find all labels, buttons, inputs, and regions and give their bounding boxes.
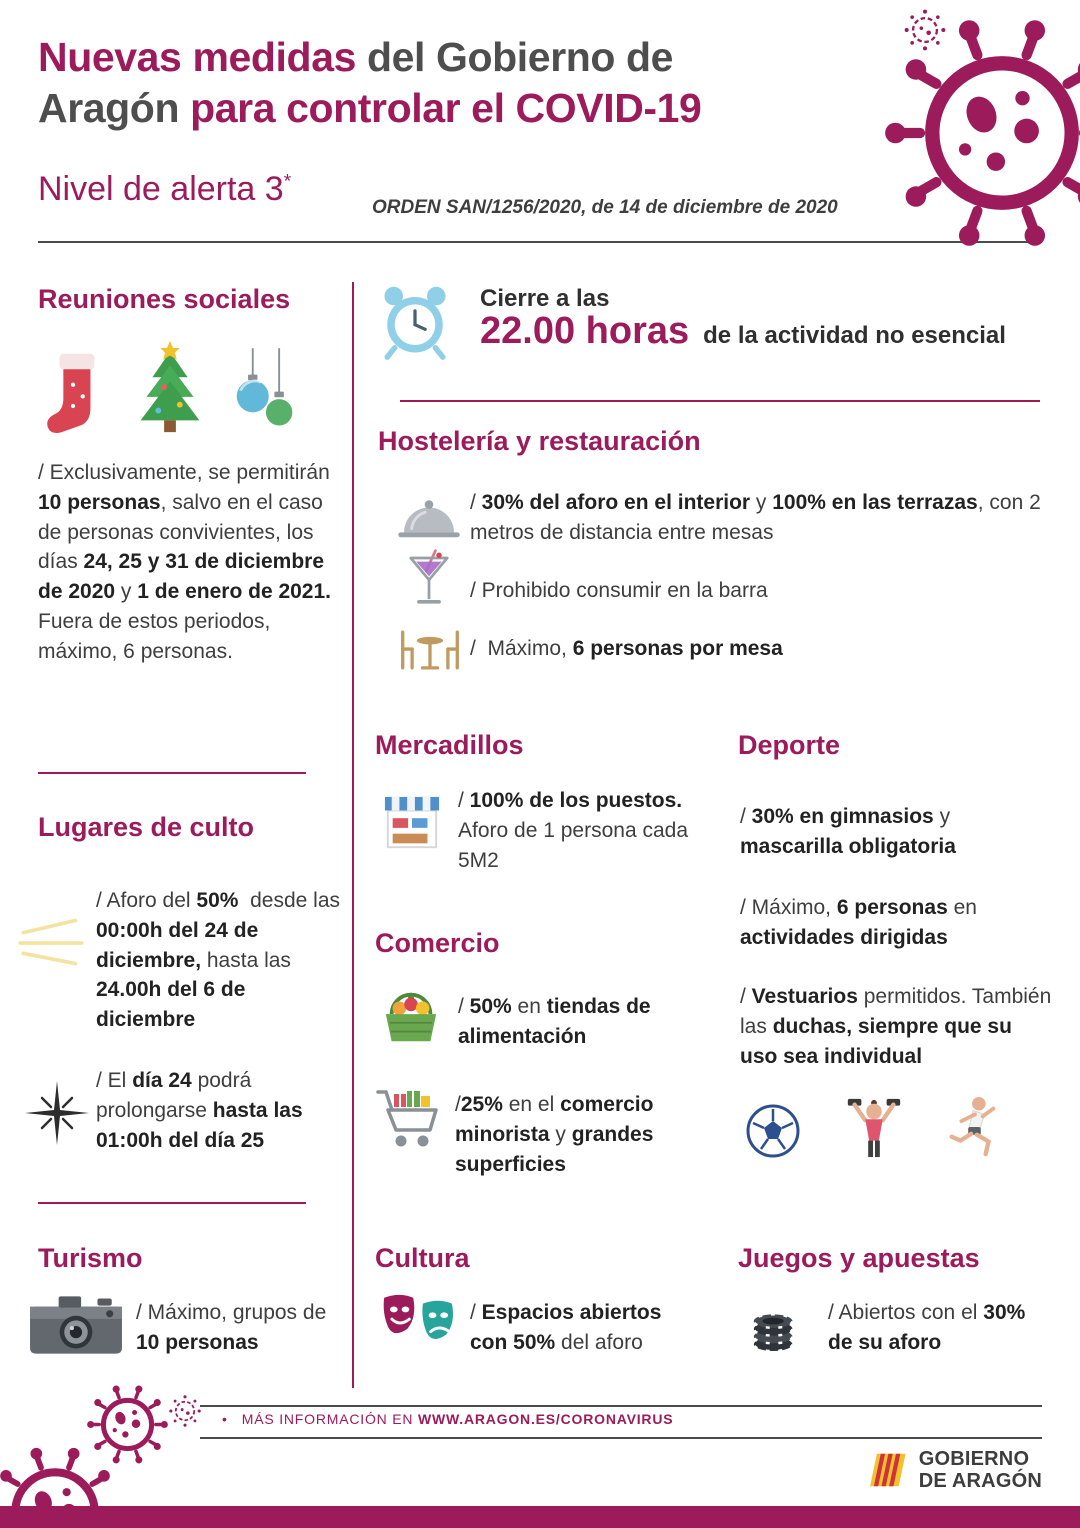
alert-level xyxy=(38,170,291,209)
logo-text xyxy=(919,1448,1042,1492)
shopping-cart-icon xyxy=(374,1086,442,1150)
left-divider-1 xyxy=(38,772,306,774)
culto-item-2: / El día 24 podrá prolongarse hasta las 01:00h del día 25 xyxy=(96,1069,303,1152)
alert-level-label: Nivel de alerta 3 xyxy=(38,170,284,208)
aragon-flag-icon xyxy=(868,1450,910,1490)
mercadillos-item-1: / 100% de los puestos. Aforo de 1 persona cada 5M2 xyxy=(458,789,688,872)
footer-rule-top xyxy=(200,1405,1042,1407)
order-reference: ORDEN SAN/1256/2020, de 14 de diciembre de 2020 xyxy=(372,197,838,218)
theater-masks-icon xyxy=(380,1292,458,1352)
closure-divider xyxy=(400,400,1040,402)
hosteleria-item-2: / Prohibido consumir en la barra xyxy=(470,579,768,602)
virus-icon-bottom-small xyxy=(85,1382,170,1467)
deporte-item-3: / Vestuarios permitidos. También las duchas, siempre que su uso sea individual xyxy=(740,985,1052,1068)
closure-time: 22.00 horas xyxy=(480,310,690,352)
weightlifter-icon xyxy=(845,1095,903,1159)
grocery-basket-icon xyxy=(380,988,442,1046)
main-title-line1: Nuevas medidas del Gobierno de xyxy=(38,34,674,80)
deporte-item-1: / 30% en gimnasios y mascarilla obligatoria xyxy=(740,805,956,858)
column-divider xyxy=(352,282,354,1388)
comercio-item-1: / 50% en tiendas de alimentación xyxy=(458,995,651,1048)
poker-chips-icon xyxy=(748,1294,804,1354)
left-divider-2 xyxy=(38,1202,306,1204)
table-chairs-icon xyxy=(398,628,462,672)
section-title-hosteleria: Hostelería y restauración xyxy=(378,426,701,456)
section-title-juegos: Juegos y apuestas xyxy=(738,1243,980,1273)
virus-dotted-icon-bottom xyxy=(168,1394,202,1428)
logo-text-line2: DE ARAGÓN xyxy=(918,1470,1042,1492)
reuniones-body: / Exclusivamente, se permitirán 10 personas, salvo en el caso de personas convivientes, los días 24, 25 y 31 de diciembre de 2020 y 1 de enero de 2021. Fuera de estos periodos, máximo, 6 personas. xyxy=(38,461,332,663)
alarm-clock-icon xyxy=(378,282,452,360)
soccer-ball-icon xyxy=(745,1103,801,1159)
christmas-tree-icon xyxy=(130,340,210,438)
runner-icon xyxy=(947,1095,1001,1159)
hosteleria-item-1: / 30% del aforo en el interior y 100% en las terrazas, con 2 metros de distancia entre mesas xyxy=(470,491,1041,544)
bottom-bar xyxy=(0,1506,1080,1528)
cocktail-icon xyxy=(408,548,450,610)
christmas-icons xyxy=(40,340,298,438)
footer-rule-bottom xyxy=(200,1437,1042,1439)
sport-icons xyxy=(745,1095,1001,1159)
section-title-cultura: Cultura xyxy=(375,1243,470,1273)
footer-info: • MÁS INFORMACIÓN EN WWW.ARAGON.ES/CORONAVIRUS xyxy=(222,1411,674,1427)
market-stall-icon xyxy=(383,795,441,853)
section-title-culto: Lugares de culto xyxy=(38,812,255,842)
comercio-item-2: /25% en el comercio minorista y grandes superficies xyxy=(455,1093,654,1176)
deporte-item-2: / Máximo, 6 personas en actividades dirigidas xyxy=(740,896,977,949)
ornaments-icon xyxy=(232,348,298,438)
star-icon xyxy=(24,1080,90,1146)
gobierno-aragon-logo xyxy=(868,1448,1042,1492)
closure-line xyxy=(480,310,1006,353)
main-title xyxy=(38,32,701,134)
camera-icon xyxy=(28,1292,124,1358)
sun-rays-icon xyxy=(16,912,90,972)
section-title-reuniones: Reuniones sociales xyxy=(38,284,291,314)
section-title-deporte: Deporte xyxy=(738,730,841,760)
logo-text-line1: GOBIERNO xyxy=(918,1448,1030,1470)
christmas-stocking-icon xyxy=(40,346,108,438)
alert-asterisk: * xyxy=(283,171,292,193)
closure-suffix: de la actividad no esencial xyxy=(703,322,1006,349)
virus-dotted-icon xyxy=(903,8,947,52)
hosteleria-item-3: / Máximo, 6 personas por mesa xyxy=(470,637,783,660)
turismo-item-1: / Máximo, grupos de 10 personas xyxy=(136,1301,327,1354)
section-title-turismo: Turismo xyxy=(38,1243,143,1273)
cloche-icon xyxy=(398,494,460,542)
section-title-comercio: Comercio xyxy=(375,928,500,958)
main-title-line2: Aragón para controlar el COVID-19 xyxy=(38,84,702,131)
cultura-item-1: / Espacios abiertos con 50% del aforo xyxy=(470,1301,662,1354)
culto-item-1: / Aforo del 50% desde las 00:00h del 24 de diciembre, hasta las 24.00h del 6 de diciembre xyxy=(96,889,341,1032)
closure-intro: Cierre a las xyxy=(480,285,610,312)
section-title-mercadillos: Mercadillos xyxy=(375,730,524,760)
juegos-item-1: / Abiertos con el 30% de su aforo xyxy=(828,1301,1026,1354)
